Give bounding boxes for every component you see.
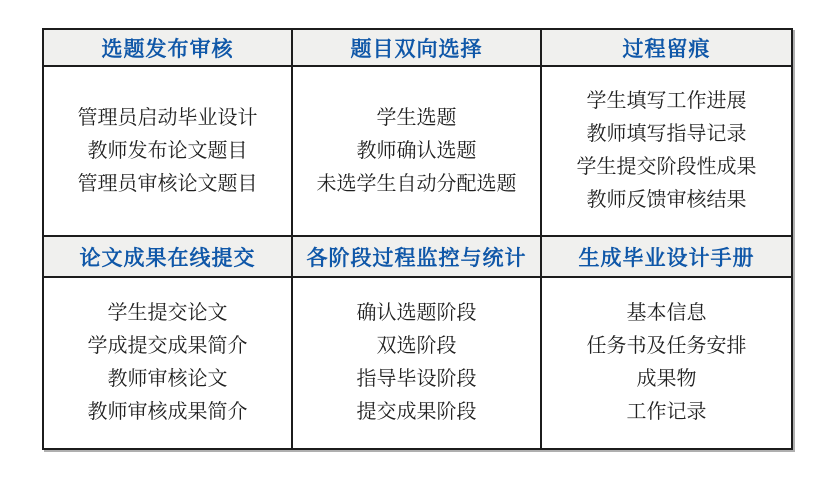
feature-item: 学生提交阶段性成果 (576, 156, 757, 178)
section-header-stage-monitoring (293, 237, 542, 278)
feature-item: 教师审核论文 (107, 368, 228, 390)
feature-item: 提交成果阶段 (356, 401, 477, 423)
feature-item: 学成提交成果简介 (87, 335, 248, 357)
section-header-generate-handbook (542, 237, 791, 278)
feature-item: 任务书及任务安排 (586, 335, 747, 357)
section-header-online-submission (44, 237, 293, 278)
feature-item: 基本信息 (626, 302, 707, 324)
section-title: 选题发布审核 (101, 37, 234, 61)
section-title: 过程留痕 (622, 37, 711, 61)
feature-item: 教师确认选题 (356, 139, 477, 162)
feature-item: 学生选题 (376, 106, 457, 129)
feature-item: 学生提交论文 (107, 302, 228, 324)
section-title: 题目双向选择 (350, 37, 483, 61)
section-content-topic-publish-review (44, 67, 293, 237)
feature-item: 成果物 (636, 368, 697, 390)
feature-item: 教师审核成果简介 (87, 401, 248, 423)
section-header-process-trace (542, 30, 791, 67)
section-title: 各阶段过程监控与统计 (306, 246, 527, 270)
feature-item: 未选学生自动分配选题 (316, 172, 517, 195)
feature-item: 指导毕设阶段 (356, 368, 477, 390)
section-content-process-trace (542, 67, 791, 237)
feature-item: 双选阶段 (376, 335, 457, 357)
section-header-two-way-selection (293, 30, 542, 67)
feature-item: 管理员启动毕业设计 (77, 106, 258, 129)
section-content-stage-monitoring (293, 278, 542, 448)
feature-item: 教师发布论文题目 (87, 139, 248, 162)
feature-item: 教师反馈审核结果 (586, 189, 747, 211)
section-content-two-way-selection (293, 67, 542, 237)
section-title: 论文成果在线提交 (79, 246, 256, 270)
feature-item: 工作记录 (626, 401, 707, 423)
section-content-generate-handbook (542, 278, 791, 448)
feature-item: 管理员审核论文题目 (77, 172, 258, 195)
section-content-online-submission (44, 278, 293, 448)
feature-table (42, 28, 793, 450)
feature-item: 学生填写工作进展 (586, 90, 747, 112)
feature-item: 确认选题阶段 (356, 302, 477, 324)
feature-item: 教师填写指导记录 (586, 123, 747, 145)
section-header-topic-publish-review (44, 30, 293, 67)
section-title: 生成毕业设计手册 (578, 246, 755, 270)
